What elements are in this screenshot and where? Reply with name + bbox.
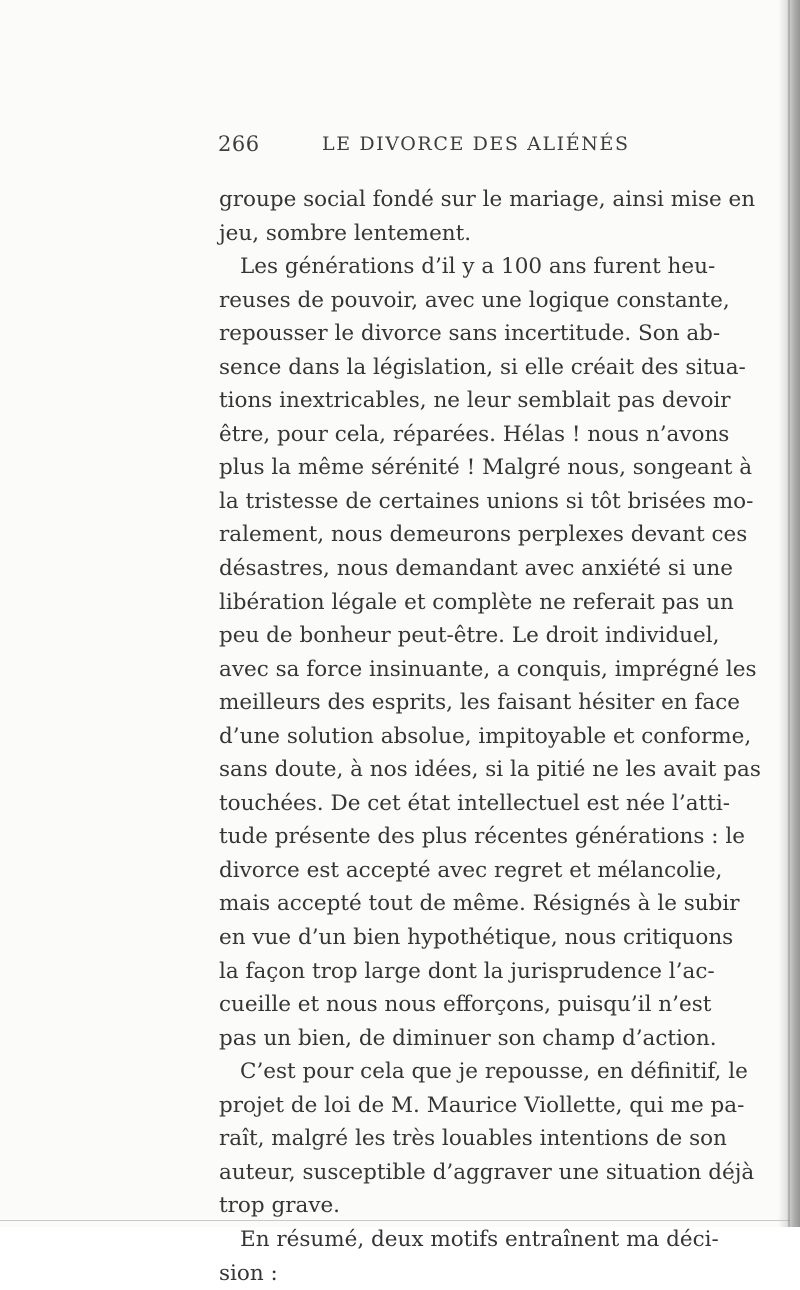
text-line: libération légale et complète ne referait pas un [219,586,709,620]
text-line: la tristesse de certaines unions si tôt brisées mo- [219,485,709,519]
running-header [218,132,778,168]
text-line: cueille et nous nous efforçons, puisqu’il n’est [219,988,709,1022]
text-line: d’une solution absolue, impitoyable et conforme, [219,720,709,754]
text-line: en vue d’un bien hypothétique, nous critiquons [219,921,709,955]
text-line: raît, malgré les très louables intentions de son [219,1122,709,1156]
text-line: trop grave. [219,1189,709,1223]
text-line: reuses de pouvoir, avec une logique constante, [219,284,709,318]
text-line: sion : [219,1257,709,1290]
page-bottom-edge [0,1220,790,1221]
text-line: auteur, susceptible d’aggraver une situation déjà [219,1156,709,1190]
page-right-edge-line [788,0,790,1227]
text-line: tude présente des plus récentes générations : le [219,820,709,854]
text-line: jeu, sombre lentement. [219,217,709,251]
text-line: sans doute, à nos idées, si la pitié ne les avait pas [219,753,709,787]
body-text [219,183,709,1290]
text-line: avec sa force insinuante, a conquis, imprégné les [219,653,709,687]
text-line: touchées. De cet état intellectuel est née l’atti- [219,787,709,821]
text-line: Les générations d’il y a 100 ans furent heu- [219,250,709,284]
text-line: la façon trop large dont la jurisprudence l’ac- [219,955,709,989]
text-line: ralement, nous demeurons perplexes devant ces [219,518,709,552]
text-line: peu de bonheur peut-être. Le droit individuel, [219,619,709,653]
text-line: projet de loi de M. Maurice Viollette, qui me pa- [219,1089,709,1123]
text-line: groupe social fondé sur le mariage, ainsi mise en [219,183,709,217]
text-line: pas un bien, de diminuer son champ d’action. [219,1022,709,1056]
text-line: tions inextricables, ne leur semblait pas devoir [219,384,709,418]
text-line: sence dans la législation, si elle créait des situa- [219,351,709,385]
text-line: meilleurs des esprits, les faisant hésiter en face [219,686,709,720]
text-line: mais accepté tout de même. Résignés à le subir [219,887,709,921]
text-line: C’est pour cela que je repousse, en définitif, le [219,1055,709,1089]
text-line: divorce est accepté avec regret et mélancolie, [219,854,709,888]
text-line: être, pour cela, réparées. Hélas ! nous n’avons [219,418,709,452]
running-title: LE DIVORCE DES ALIÉNÉS [322,133,630,155]
text-line: En résumé, deux motifs entraînent ma déci- [219,1223,709,1257]
text-line: repousser le divorce sans incertitude. Son ab- [219,317,709,351]
text-line: plus la même sérénité ! Malgré nous, songeant à [219,451,709,485]
page-number: 266 [218,132,260,156]
text-line: désastres, nous demandant avec anxiété si une [219,552,709,586]
